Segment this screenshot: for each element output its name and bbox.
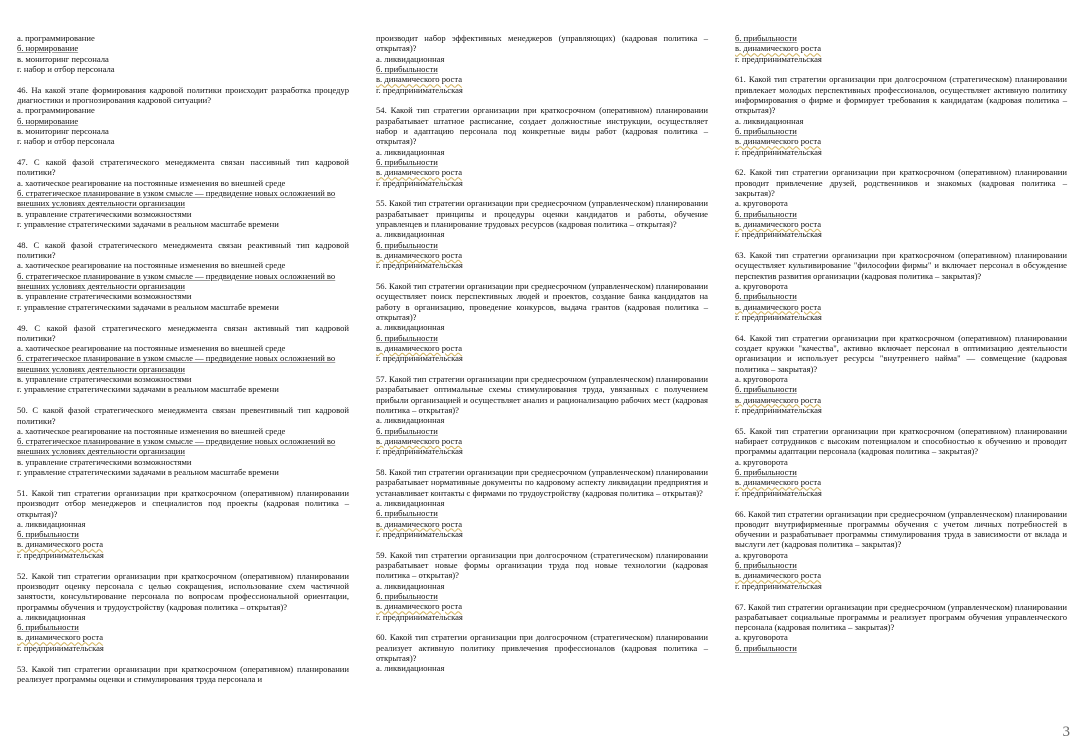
answer-option: г. предпринимательская (17, 642, 104, 653)
question-text: 61. Какой тип стратегии организации при долгосрочном (стратегическом) планировании привлекает молодых перспективных профессионалов, осуществляет активную политику информирования о фирме и формирует требования к кандидатам (кадровая политика – открытая)? (735, 74, 1067, 116)
question-block (376, 105, 708, 188)
answer-option: а. хаотическое реагирование на постоянные изменения во внешней среде (17, 260, 286, 271)
answer-option: г. управление стратегическими задачами в реальном масштабе времени (17, 301, 279, 312)
answer-option: в. динамического роста (735, 394, 822, 405)
answer-option: б. прибыльности (376, 425, 438, 436)
question-text: 46. На какой этапе формирования кадровой политики происходит разработка процедур диагностики и прогнозирования кадровой ситуации? (17, 84, 349, 106)
answer-option: г. предпринимательская (376, 528, 463, 539)
answer-option: а. ликвидационная (376, 663, 445, 674)
question-text: 58. Какой тип стратегии организации при среднесрочном (управленческом) планировании разрабатывает нормативные документы по кадровому аспекту ликвидации предприятия и устанавливает контакты с фирмами по трудоустройству (кадровая политика – открытая)? (376, 467, 708, 498)
question-text: 63. Какой тип стратегии организации при краткосрочном (оперативном) планировании осуществляет культивирование "философии фирмы" и включает персонал в обсуждение перспектив развития организации (кадровая политика – закрытая)? (735, 250, 1067, 281)
answer-options (376, 147, 708, 188)
answer-option: а. круговорота (735, 549, 788, 560)
question-block (735, 602, 1067, 654)
answer-option: б. прибыльности (735, 560, 797, 571)
question-text: 66. Какой тип стратегии организации при среднесрочном (управленческом) планировании проводит внутрифирменные программы обучения с учетом личных потребностей в обучении и разрабатывает программы стимулирования труда в зависимости от вклада и выслуги лет (кадровая политика – закрытая)? (735, 508, 1067, 550)
answer-option: б. прибыльности (735, 208, 797, 219)
answer-options (376, 54, 708, 95)
question-block (17, 33, 349, 74)
question-text: 51. Какой тип стратегии организации при краткосрочном (оперативном) планировании производит отбор менеджеров и специалистов под проекты (кадровая политика – открытая)? (17, 487, 349, 519)
answer-option: а. ликвидационная (376, 53, 445, 64)
question-text: 62. Какой тип стратегии организации при краткосрочном (оперативном) планировании проводит привлечение друзей, родственников и знакомых (кадровая политика – закрытая)? (735, 167, 1067, 199)
answer-option: а. круговорота (735, 456, 788, 467)
question-block (735, 167, 1067, 239)
question-block (376, 33, 708, 95)
answer-option: в. динамического роста (735, 43, 822, 54)
answer-options (735, 550, 1067, 591)
page-number: 3 (1062, 724, 1070, 740)
question-block (376, 281, 708, 364)
answer-option: г. предпринимательская (376, 84, 463, 95)
answer-options (17, 343, 349, 395)
answer-option: г. управление стратегическими задачами в реальном масштабе времени (17, 219, 279, 229)
column-middle (376, 33, 708, 684)
answer-option: а. программирование (17, 33, 95, 43)
answer-option: а. ликвидационная (17, 518, 86, 529)
question-text: 55. Какой тип стратегии организации при среднесрочном (управленческом) планировании разрабатывает принципы и процедуры оценки кандидатов и работы, обучение управленцев и планирование трудовых ресурсов (кадровая политика – открытая)? (376, 198, 708, 229)
answer-options (376, 229, 708, 270)
answer-option: в. динамического роста (735, 301, 822, 312)
answer-option: г. предпринимательская (376, 353, 463, 364)
answer-option: а. ликвидационная (376, 229, 445, 240)
answer-options (376, 498, 708, 539)
question-text: 60. Какой тип стратегии организации при долгосрочном (стратегическом) планировании реализует активную политику привлечения профессионалов (кадровая политика – открытая)? (376, 632, 708, 664)
answer-option: а. программирование (17, 105, 95, 116)
answer-option: в. динамического роста (735, 477, 822, 488)
answer-option: а. ликвидационная (376, 146, 445, 157)
question-text: 48. С какой фазой стратегического менеджмента связан реактивный тип кадровой политики? (17, 239, 349, 261)
question-text: 52. Какой тип стратегии организации при краткосрочном (оперативном) планировании производит оценку персонала с целью сокращения, использование схем частичной занятости, консультирование персонала по вопросам профессиональной ориентации, программы обучения и трудоустройству (кадровая политика – открытая)? (17, 570, 349, 612)
question-block (17, 157, 349, 229)
question-text: 47. С какой фазой стратегического менеджмента связан пассивный тип кадровой политики? (17, 157, 349, 178)
answer-option: в. динамического роста (735, 570, 822, 581)
answer-option: а. ликвидационная (735, 115, 804, 126)
answer-options (735, 33, 1067, 64)
answer-option: г. предпринимательская (735, 580, 822, 591)
question-block (735, 74, 1067, 157)
question-block (17, 488, 349, 560)
answer-options (735, 281, 1067, 322)
question-block (376, 632, 708, 673)
answer-option: б. прибыльности (17, 622, 79, 633)
question-block (17, 323, 349, 395)
answer-options (17, 105, 349, 146)
answer-option: б. нормирование (17, 43, 79, 54)
answer-option: в. динамического роста (376, 342, 463, 353)
answer-option: г. управление стратегическими задачами в реальном масштабе времени (17, 384, 279, 395)
answer-option: г. набор и отбор персонала (17, 136, 115, 147)
answer-options (376, 415, 708, 456)
answer-option: б. прибыльности (735, 33, 797, 43)
answer-options (735, 116, 1067, 157)
answer-options (17, 178, 349, 230)
question-text: 49. С какой фазой стратегического менеджмента связан активный тип кадровой политики? (17, 322, 349, 343)
answer-option: б. прибыльности (376, 156, 438, 167)
answer-option: а. круговорота (735, 374, 788, 385)
answer-options (735, 632, 1067, 653)
question-text: 56. Какой тип стратегии организации при среднесрочном (управленческом) планировании осуществляет поиск перспективных людей и проектов, создание банка кандидатов на работу в организацию, проведение конкурсов, выдача грантов (кадровая политика – открытая)? (376, 281, 708, 322)
question-text: 64. Какой тип стратегии организации при краткосрочном (оперативном) планировании создает кружки "качества", активно включает персонал в оптимизацию деятельности организации и использует ресурсы "внутреннего найма" — совмещение (кадровая политика – закрытая)? (735, 332, 1067, 374)
answer-option: а. круговорота (735, 281, 788, 292)
answer-option: г. предпринимательская (376, 446, 463, 457)
answer-option: г. предпринимательская (735, 229, 822, 240)
answer-option: б. прибыльности (376, 508, 438, 519)
answer-option: в. динамического роста (376, 74, 463, 85)
answer-option: в. динамического роста (17, 632, 104, 643)
answer-option: а. круговорота (735, 198, 788, 209)
answer-option: б. прибыльности (735, 384, 797, 395)
answer-option: г. управление стратегическими задачами в реальном масштабе времени (17, 467, 279, 478)
answer-option: а. хаотическое реагирование на постоянные изменения во внешней среде (17, 425, 286, 436)
answer-option: а. хаотическое реагирование на постоянные изменения во внешней среде (17, 177, 286, 188)
answer-option: б. прибыльности (735, 642, 797, 653)
answer-option: б. прибыльности (376, 63, 438, 74)
question-text: 53. Какой тип стратегии организации при краткосрочном (оперативном) планировании реализует программы оценки и стимулирования труда персонала и (17, 663, 349, 684)
answer-option: б. прибыльности (376, 591, 438, 601)
answer-option: б. прибыльности (735, 291, 797, 302)
answer-option: а. ликвидационная (376, 322, 445, 333)
answer-option: г. предпринимательская (376, 260, 463, 271)
question-text: производит набор эффективных менеджеров (управляющих) (кадровая политика – открытая)? (376, 33, 708, 54)
answer-option: б. прибыльности (735, 126, 797, 136)
answer-options (376, 322, 708, 363)
answer-option: в. динамического роста (17, 539, 104, 550)
answer-option: б. прибыльности (17, 529, 79, 540)
answer-option: а. круговорота (735, 632, 788, 643)
answer-option: б. прибыльности (376, 332, 438, 343)
answer-options (17, 519, 349, 560)
answer-option: г. предпринимательская (17, 549, 104, 560)
answer-options (735, 198, 1067, 239)
question-block (17, 405, 349, 477)
question-text: 59. Какой тип стратегии организации при долгосрочном (стратегическом) планировании разрабатывает новые формы организации труда под новые технологии (кадровая политика – открытая)? (376, 549, 708, 581)
answer-option: в. динамического роста (735, 219, 822, 229)
answer-option: а. ликвидационная (376, 415, 445, 426)
answer-option: в. динамического роста (376, 518, 463, 529)
answer-option: в. управление стратегическими возможностями (17, 291, 192, 302)
answer-option: в. управление стратегическими возможностями (17, 456, 192, 467)
question-block (17, 240, 349, 312)
answer-options (735, 457, 1067, 498)
question-text: 54. Какой тип стратегии организации при краткосрочном (оперативном) планировании разрабатывает штатное расписание, создает должностные инструкции, осуществляет набор и адаптацию персонала под конкретные виды работ (кадровая политика – открытая)? (376, 105, 708, 147)
answer-option: в. динамического роста (735, 136, 822, 147)
question-block (376, 467, 708, 539)
question-block (735, 509, 1067, 592)
answer-option: б. стратегическое планирование в узком смысле — предвидение новых осложнений во внешних условиях деятельности организации (17, 353, 336, 374)
answer-option: а. ликвидационная (376, 498, 445, 508)
question-block (376, 198, 708, 270)
answer-option: в. управление стратегическими возможностями (17, 374, 192, 385)
answer-option: г. предпринимательская (735, 53, 822, 64)
column-right (735, 33, 1067, 664)
answer-options (17, 426, 349, 478)
question-block (376, 374, 708, 457)
question-block (735, 426, 1067, 498)
answer-option: б. стратегическое планирование в узком смысле — предвидение новых осложнений во внешних условиях деятельности организации (17, 436, 336, 457)
answer-options (376, 663, 708, 673)
answer-option: б. стратегическое планирование в узком смысле — предвидение новых осложнений во внешних условиях деятельности организации (17, 270, 336, 292)
answer-option: в. динамического роста (376, 601, 463, 612)
question-block (17, 85, 349, 147)
answer-option: б. прибыльности (376, 239, 438, 250)
answer-option: г. предпринимательская (376, 177, 463, 188)
question-block (376, 550, 708, 622)
answer-options (17, 612, 349, 653)
answer-option: б. прибыльности (735, 467, 797, 478)
question-text: 50. С какой фазой стратегического менеджмента связан превентивный тип кадровой политики? (17, 405, 349, 426)
answer-option: в. управление стратегическими возможностями (17, 208, 192, 219)
answer-option: г. предпринимательская (376, 611, 463, 622)
answer-option: г. предпринимательская (735, 487, 822, 498)
question-text: 67. Какой тип стратегии организации при среднесрочном (управленческом) планировании разрабатывает социальные программы и реализует программ обучения управленческого персонала (кадровая политика – закрытая)? (735, 601, 1067, 633)
answer-option: а. ликвидационная (376, 580, 445, 591)
answer-option: г. предпринимательская (735, 405, 822, 415)
answer-options (376, 581, 708, 622)
answer-option: а. ликвидационная (17, 611, 86, 622)
answer-option: а. хаотическое реагирование на постоянные изменения во внешней среде (17, 343, 286, 354)
question-text: 65. Какой тип стратегии организации при краткосрочном (оперативном) планировании набирает сотрудников с высоким потенциалом и способностью к обучению и проводит программы адаптации персонала (кадровая политика – закрытая)? (735, 425, 1067, 457)
column-left (17, 33, 349, 695)
answer-option: в. динамического роста (376, 435, 463, 446)
answer-option: б. стратегическое планирование в узком смысле — предвидение новых осложнений во внешних условиях деятельности организации (17, 188, 336, 209)
answer-option: б. нормирование (17, 115, 79, 126)
answer-options (735, 374, 1067, 415)
question-block (735, 333, 1067, 416)
answer-options (17, 33, 349, 74)
question-block (735, 250, 1067, 322)
question-block (17, 571, 349, 654)
question-text: 57. Какой тип стратегии организации при среднесрочном (управленческом) планировании разрабатывает оптимальные схемы стимулирования труда, увязанных с получением прибыли организацией и осуществляет анализ и рационализацию рабочих мест (кадровая политика – открытая)? (376, 374, 708, 415)
answer-option: в. мониторинг персонала (17, 53, 109, 64)
answer-option: в. мониторинг персонала (17, 126, 109, 136)
answer-option: в. динамического роста (376, 249, 463, 260)
answer-option: в. динамического роста (376, 167, 463, 178)
question-block (17, 664, 349, 685)
answer-option: г. предпринимательская (735, 312, 822, 322)
answer-options (17, 260, 349, 312)
question-block (735, 33, 1067, 64)
answer-option: г. набор и отбор персонала (17, 63, 115, 74)
answer-option: г. предпринимательская (735, 146, 822, 157)
